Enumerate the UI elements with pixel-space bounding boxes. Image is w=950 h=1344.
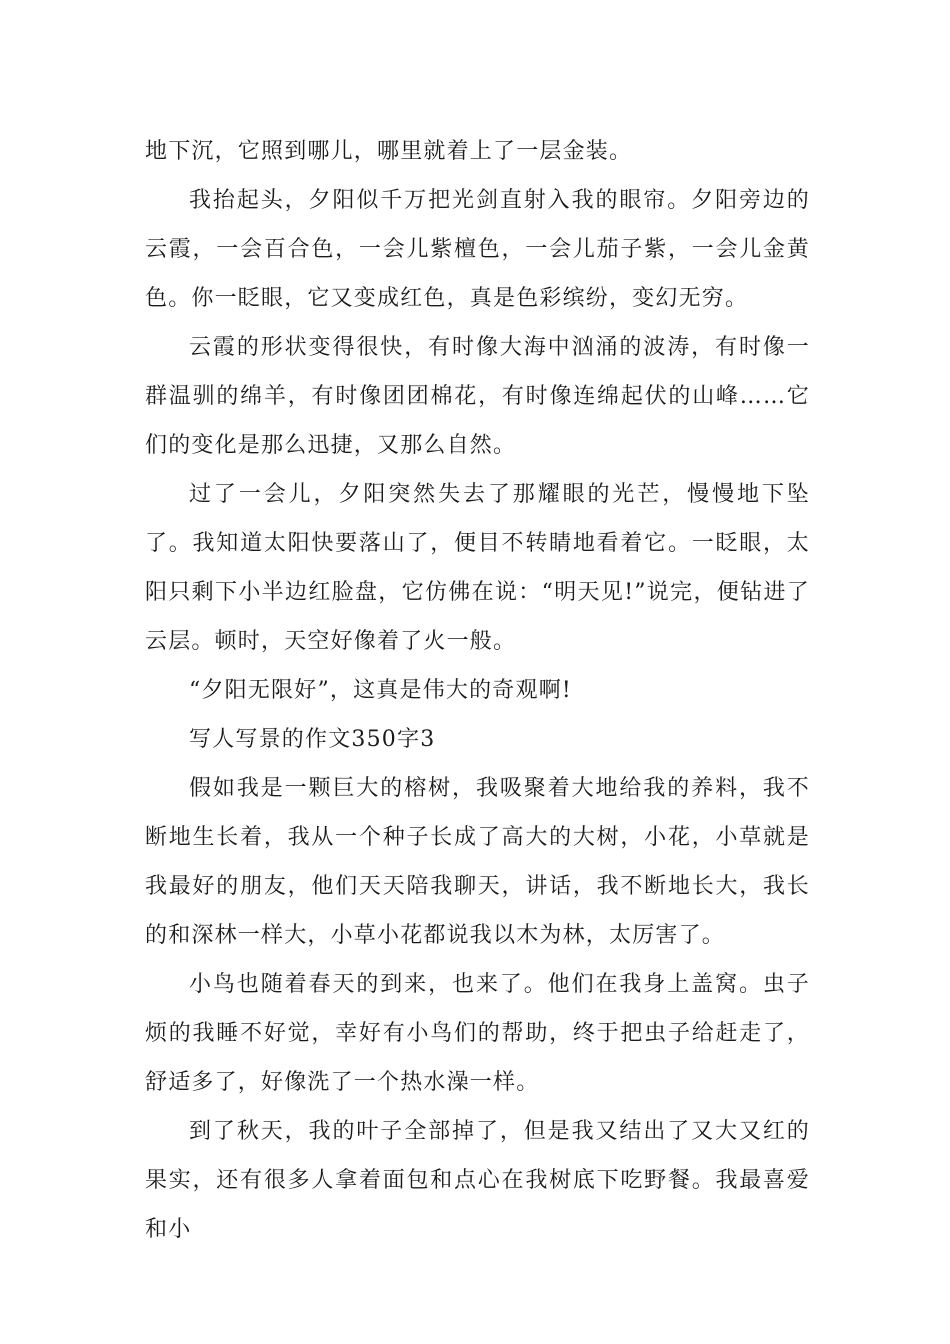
- paragraph-1: 地下沉，它照到哪儿，哪里就着上了一层金装。: [145, 139, 633, 164]
- paragraph-4: 过了一会儿，夕阳突然失去了那耀眼的光芒，慢慢地下坠了。我知道太阳快要落山了，便目不转睛地看着它。一眨眼，太阳只剩下小半边红脸盘，它仿佛在说：“明天见!”说完，便钻进了云层。顿时，天空好像着了火一般。: [145, 482, 810, 654]
- paragraph-6: 假如我是一颗巨大的榕树，我吸聚着大地给我的养料，我不断地生长着，我从一个种子长成了高大的大树，小花，小草就是我最好的朋友，他们天天陪我聊天，讲话，我不断地长大，我长的和深林一样大，小草小花都说我以木为林，太厉害了。: [145, 776, 810, 948]
- paragraph-8: 到了秋天，我的叶子全部掉了，但是我又结出了又大又红的果实，还有很多人拿着面包和点心在我树底下吃野餐。我最喜爱和小: [145, 1119, 810, 1242]
- paragraph-5: “夕阳无限好”，这真是伟大的奇观啊!: [189, 678, 572, 703]
- document-body: [145, 127, 810, 1254]
- paragraph-2: 我抬起头，夕阳似千万把光剑直射入我的眼帘。夕阳旁边的云霞，一会百合色，一会儿紫檀色，一会儿茄子紫，一会儿金黄色。你一眨眼，它又变成红色，真是色彩缤纷，变幻无穷。: [145, 188, 810, 311]
- section-heading: 写人写景的作文350字3: [189, 727, 436, 752]
- paragraph-3: 云霞的形状变得很快，有时像大海中汹涌的波涛，有时像一群温驯的绵羊，有时像团团棉花，有时像连绵起伏的山峰……它们的变化是那么迅捷，又那么自然。: [145, 335, 810, 458]
- paragraph-7: 小鸟也随着春天的到来，也来了。他们在我身上盖窝。虫子烦的我睡不好觉，幸好有小鸟们的帮助，终于把虫子给赶走了，舒适多了，好像洗了一个热水澡一样。: [145, 972, 810, 1095]
